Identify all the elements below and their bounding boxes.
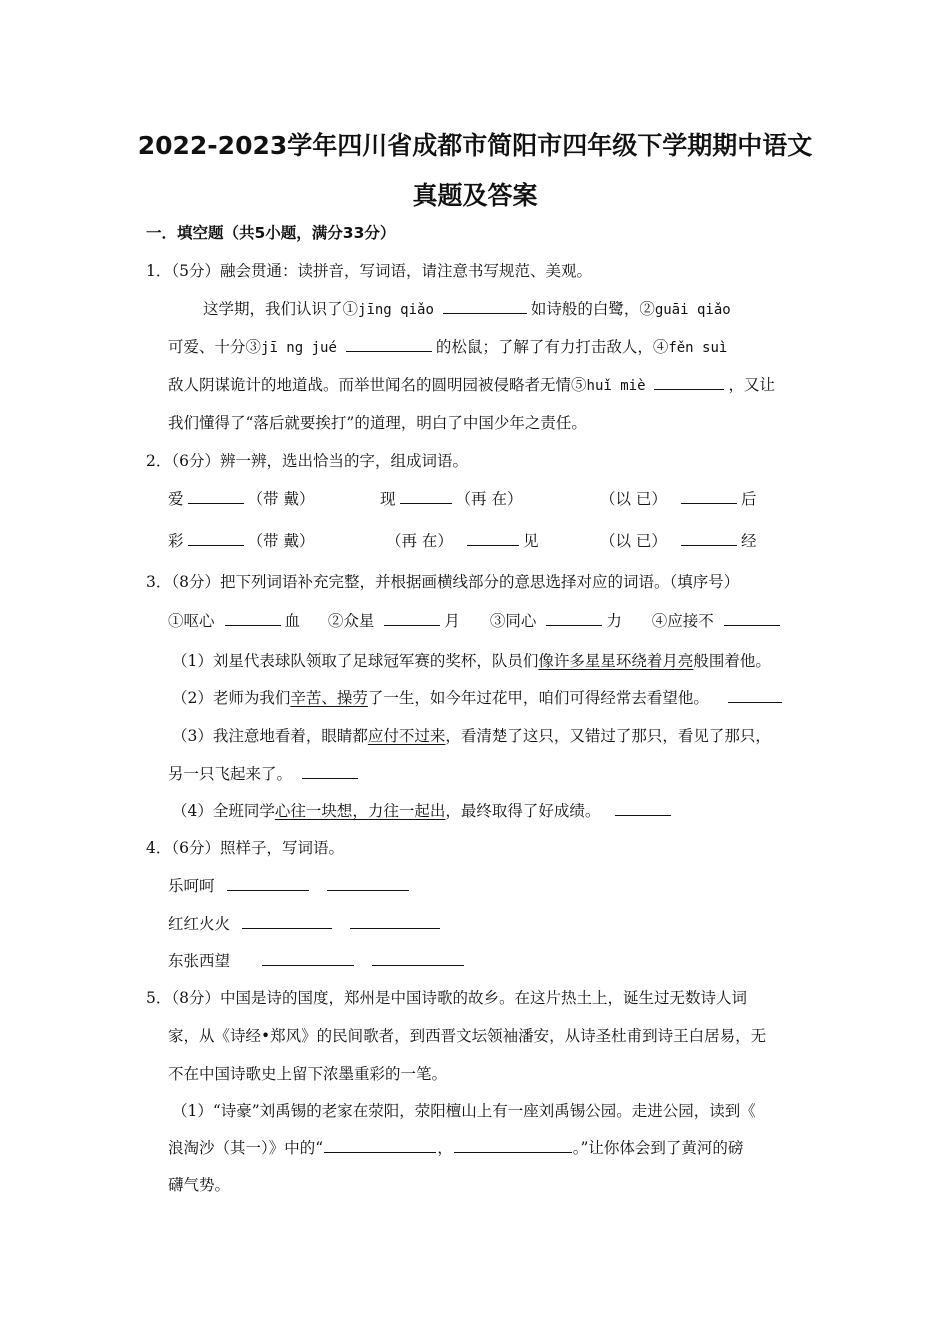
q3-sentence-3-cont — [168, 763, 362, 785]
q2-blank[interactable] — [188, 530, 244, 546]
q4-blank[interactable] — [350, 913, 440, 929]
q2-row1-item2 — [380, 488, 522, 510]
q5-text: 浪淘沙（其一）》中的“ — [168, 1139, 324, 1157]
q3-stem: 3．（8分）把下列词语补充完整，并根据画横线部分的意思选择对应的词语。（填序号） — [146, 573, 740, 591]
doc-title-line1: 2022-2023学年四川省成都市简阳市四年级下学期期中语文 — [137, 131, 813, 160]
q1-text: 可爱、十分③ — [168, 338, 262, 356]
q4-blank[interactable] — [262, 950, 354, 966]
q5-blank-1[interactable] — [324, 1137, 436, 1153]
q2-blank[interactable] — [467, 530, 519, 546]
q1-text: 这学期，我们认识了① — [203, 300, 359, 318]
q3-text: ，最终取得了好成绩。 — [445, 802, 601, 820]
q2-stem: 2．（6分）辨一辨，选出恰当的字，组成词语。 — [146, 452, 468, 470]
q3-text: （3）我注意地看着，眼睛都 — [172, 727, 368, 745]
q2-char: 后 — [740, 490, 757, 508]
q1-text: 敌人阴谋诡计的地道战。而举世闻名的圆明园被侵略者无情⑤ — [168, 376, 587, 394]
q4-example: 东张西望 — [168, 952, 231, 970]
q5-sub1-line2 — [168, 1137, 743, 1159]
section-heading: 一．填空题（共5小题，满分33分） — [146, 224, 396, 242]
q2-row2-item3 — [600, 530, 756, 552]
q2-blank[interactable] — [681, 530, 737, 546]
q5-line3: 不在中国诗歌史上留下浓墨重彩的一笔。 — [168, 1065, 448, 1083]
q1-line2 — [168, 336, 727, 359]
q2-char: 现 — [380, 490, 396, 508]
q3-answer-blank[interactable] — [728, 687, 782, 703]
q3-blank[interactable] — [384, 610, 440, 626]
q5-blank-2[interactable] — [454, 1137, 572, 1153]
q2-options: （以 已） — [600, 490, 667, 508]
q3-underlined: 辛苦、操劳 — [290, 689, 368, 707]
q3-text: ，看清楚了这只，又错过了那只，看见了那只， — [445, 727, 771, 745]
q3-words — [168, 610, 784, 632]
q3-answer-blank[interactable] — [615, 800, 671, 816]
q1-pinyin-4: fěn suì — [668, 340, 728, 356]
doc-title-line2: 真题及答案 — [412, 181, 538, 210]
q4-example: 乐呵呵 — [168, 877, 215, 895]
q3-blank[interactable] — [225, 610, 281, 626]
q2-char: 经 — [740, 532, 757, 550]
q1-text: 的松鼠；了解了有力打击敌人，④ — [435, 338, 669, 356]
q5-stem: 5．（8分）中国是诗的国度，郑州是中国诗歌的故乡。在这片热土上，诞生过无数诗人词 — [146, 989, 747, 1007]
q3-answer-blank[interactable] — [302, 763, 358, 779]
q5-sub1-line1: （1）“诗豪”刘禹锡的老家在荥阳，荥阳檀山上有一座刘禹锡公园。走进公园，读到《 — [172, 1102, 756, 1120]
q2-options: （以 已） — [600, 532, 667, 550]
q2-char: 彩 — [168, 532, 184, 550]
q2-blank[interactable] — [188, 488, 244, 504]
q3-word: 力 — [606, 612, 622, 630]
q3-text: 另一只飞起来了。 — [168, 765, 293, 783]
q3-blank[interactable] — [724, 610, 780, 626]
q5-text: ， — [437, 1139, 453, 1157]
q3-word: ④应接不 — [651, 612, 714, 630]
q1-pinyin-2: guāi qiǎo — [654, 302, 731, 318]
q2-options: （再 在） — [455, 490, 523, 508]
q2-row1-item3 — [600, 488, 756, 510]
q3-underlined: 心往一块想，力往一起出 — [274, 802, 446, 820]
q2-row2-item1 — [168, 530, 314, 552]
q1-blank-1[interactable] — [443, 298, 527, 314]
q2-blank[interactable] — [400, 488, 452, 504]
q1-text: ，又让 — [728, 376, 775, 394]
q3-underlined: 应付不过来 — [367, 727, 446, 745]
q4-row-1 — [168, 875, 413, 897]
q3-text: 了一生，如今年过花甲，咱们可得经常去看望他。 — [367, 689, 709, 707]
q3-sentence-2 — [172, 687, 786, 709]
q1-line4: 我们懂得了“落后就要挨打”的道理，明白了中国少年之责任。 — [168, 414, 587, 432]
q3-sentence-4 — [172, 800, 675, 822]
q1-line3 — [168, 374, 775, 397]
q3-text: （4）全班同学 — [172, 802, 275, 820]
q5-sub1-line3: 礴气势。 — [168, 1176, 231, 1194]
q2-row1-item1 — [168, 488, 314, 510]
q2-options: （再 在） — [386, 532, 453, 550]
q1-blank-5[interactable] — [654, 374, 724, 390]
q3-word: 月 — [444, 612, 460, 630]
q3-text: （2）老师为我们 — [172, 689, 291, 707]
q4-stem: 4．（6分）照样子，写词语。 — [146, 839, 344, 857]
q1-line1 — [203, 298, 731, 321]
q3-blank[interactable] — [546, 610, 602, 626]
q4-blank[interactable] — [372, 950, 464, 966]
q1-blank-3[interactable] — [346, 336, 432, 352]
q1-pinyin-3: jī ng jué — [261, 340, 337, 356]
q3-sentence-1 — [172, 650, 771, 672]
q5-text: 。”让你体会到了黄河的磅 — [572, 1139, 744, 1157]
q3-text: （1）刘星代表球队领取了足球冠军赛的奖杯，队员们 — [172, 652, 539, 670]
q2-options: （带 戴） — [247, 532, 315, 550]
q3-word: 血 — [284, 612, 301, 630]
q3-underlined: 像许多星星环绕着月亮 — [538, 652, 694, 670]
q1-pinyin-5: huǐ miè — [586, 378, 646, 394]
q4-example: 红红火火 — [168, 915, 231, 933]
q3-word: ③同心 — [489, 612, 537, 630]
q2-char: 爱 — [168, 490, 184, 508]
q4-blank[interactable] — [227, 875, 309, 891]
q2-row2-item2 — [386, 530, 538, 552]
q1-pinyin-1: jīng qiǎo — [358, 302, 434, 318]
q4-blank[interactable] — [327, 875, 409, 891]
q3-text: 般围着他。 — [693, 652, 771, 670]
q2-options: （带 戴） — [247, 490, 315, 508]
q5-line2: 家，从《诗经•郑风》的民间歌者，到西晋文坛领袖潘安，从诗圣杜甫到诗王白居易，无 — [168, 1027, 767, 1045]
q4-row-2 — [168, 913, 444, 935]
q4-blank[interactable] — [242, 913, 332, 929]
q2-char: 见 — [522, 532, 539, 550]
q1-stem: 1．（5分）融会贯通：读拼音，写词语，请注意书写规范、美观。 — [146, 262, 592, 280]
q3-sentence-3 — [172, 725, 771, 747]
q3-word: ①呕心 — [168, 612, 215, 630]
q4-row-3 — [168, 950, 468, 972]
q1-text: 如诗般的白鹭，② — [530, 300, 655, 318]
q2-blank[interactable] — [681, 488, 737, 504]
q3-word: ②众星 — [327, 612, 375, 630]
